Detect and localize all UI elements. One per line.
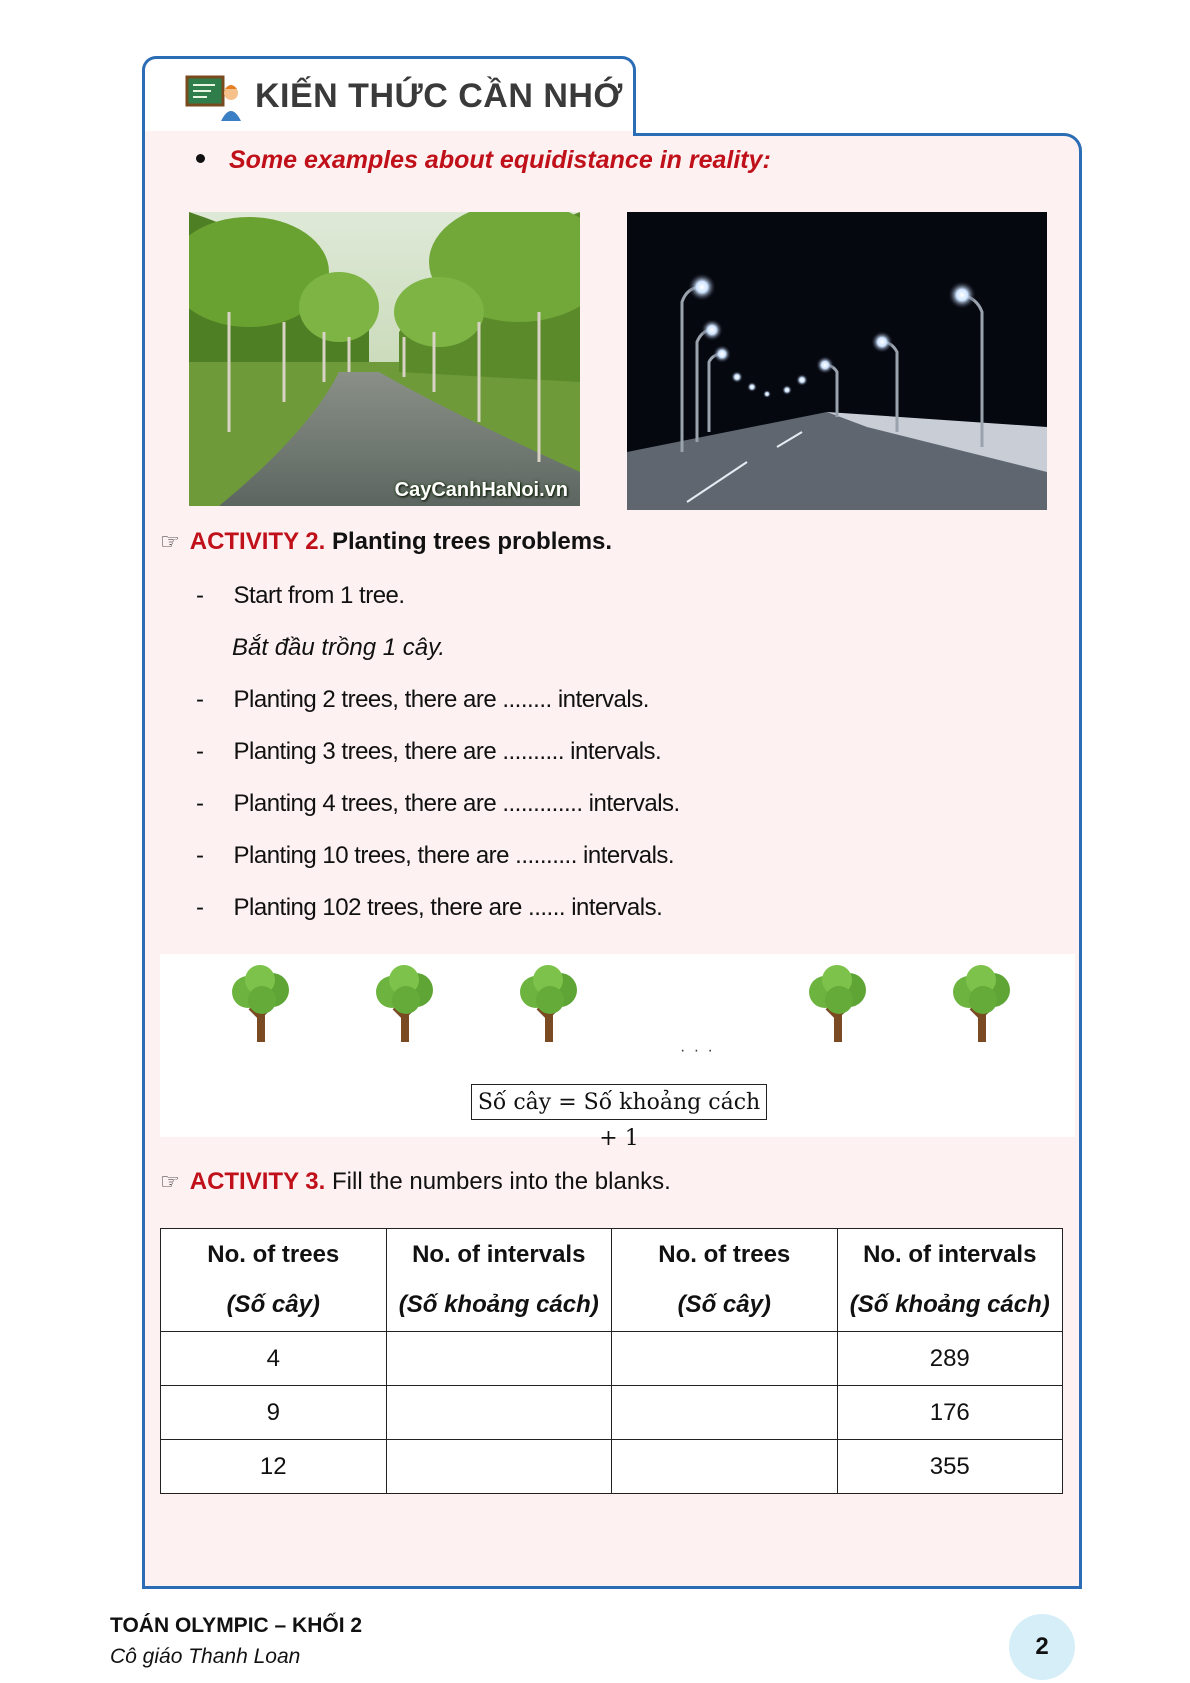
formula-box: Số cây = Số khoảng cách + 1 [471, 1084, 767, 1120]
activity-3-title: Fill the numbers into the blanks. [332, 1168, 671, 1195]
activity-2-label: ACTIVITY 2. [189, 528, 326, 555]
column-header: No. of intervals (Số khoảng cách) [837, 1229, 1063, 1332]
activity-2-title: Planting trees problems. [332, 528, 613, 555]
blank-cell[interactable] [612, 1386, 838, 1440]
pointing-hand-icon: ☞ [160, 1169, 180, 1194]
section-tab [142, 56, 636, 140]
pointing-hand-icon: ☞ [160, 529, 180, 554]
table-header-row [161, 1229, 1063, 1332]
table-cell: 4 [161, 1332, 387, 1386]
list-item: - Planting 102 trees, there are ...... intervals. [196, 894, 663, 921]
activity-2-heading [160, 528, 612, 556]
table-row [161, 1440, 1063, 1494]
tree-road-photo [189, 212, 580, 506]
table-cell: 355 [837, 1440, 1063, 1494]
table-row [161, 1386, 1063, 1440]
list-item: - Planting 10 trees, there are .......... intervals. [196, 842, 675, 869]
tree-icon [949, 964, 1015, 1044]
footer-title: TOÁN OLYMPIC – KHỐI 2 [110, 1614, 363, 1637]
table-cell: 176 [837, 1386, 1063, 1440]
blank-cell[interactable] [386, 1386, 612, 1440]
tree-icon [805, 964, 871, 1044]
tree-icon [372, 964, 438, 1044]
list-item: - Planting 4 trees, there are ............. intervals. [196, 790, 680, 817]
photo-watermark: CayCanhHaNoi.vn [394, 479, 568, 501]
intro-text: Some examples about equidistance in reality: [229, 146, 771, 174]
activity-3-label: ACTIVITY 3. [189, 1168, 326, 1195]
section-title: KIẾN THỨC CẦN NHỚ [255, 77, 623, 115]
bullet-icon [196, 154, 205, 163]
blank-cell[interactable] [386, 1332, 612, 1386]
list-item-translation: Bắt đầu trồng 1 cây. [232, 634, 446, 661]
list-item: - Start from 1 tree. [196, 582, 405, 609]
table-cell: 289 [837, 1332, 1063, 1386]
ellipsis: · · · [680, 1042, 715, 1059]
fill-table [160, 1228, 1063, 1494]
column-header: No. of trees (Số cây) [612, 1229, 838, 1332]
column-header: No. of trees (Số cây) [161, 1229, 387, 1332]
list-item: - Planting 3 trees, there are .......... intervals. [196, 738, 662, 765]
table-row [161, 1332, 1063, 1386]
intro-bullet [196, 146, 771, 175]
table-cell: 12 [161, 1440, 387, 1494]
tree-figure [160, 954, 1075, 1151]
activity-3-heading [160, 1168, 671, 1196]
table-cell: 9 [161, 1386, 387, 1440]
blank-cell[interactable] [386, 1440, 612, 1494]
blank-cell[interactable] [612, 1332, 838, 1386]
list-item: - Planting 2 trees, there are ........ intervals. [196, 686, 649, 713]
tree-icon [516, 964, 582, 1044]
tree-icon [228, 964, 294, 1044]
blank-cell[interactable] [612, 1440, 838, 1494]
page-number: 2 [1009, 1614, 1075, 1680]
column-header: No. of intervals (Số khoảng cách) [386, 1229, 612, 1332]
footer-subtitle: Cô giáo Thanh Loan [110, 1645, 301, 1668]
street-lights-photo [627, 212, 1047, 510]
teacher-board-icon [185, 73, 243, 123]
